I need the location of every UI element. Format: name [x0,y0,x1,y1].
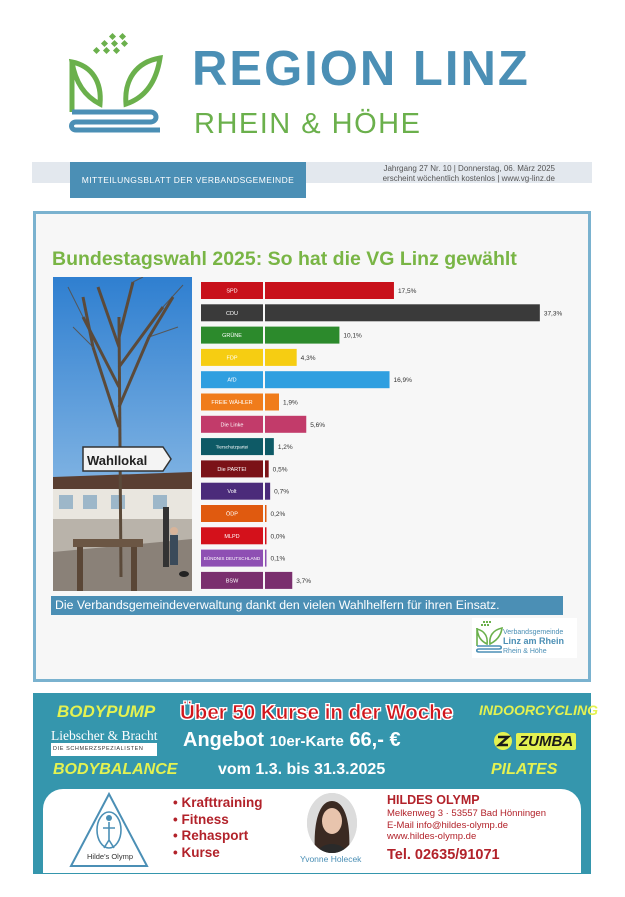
vg-logo-line-3: Rhein & Höhe [503,648,547,655]
party-label: Die PARTEI [217,466,247,473]
party-label: MLPD [224,533,240,540]
party-value-label: 3,7% [296,577,312,585]
chart-title: Bundestagswahl 2025: So hat die VG Linz gewählt [52,248,517,270]
party-bar [265,460,269,477]
party-label: Die Linke [220,422,244,429]
party-label: FREIE WÄHLER [211,400,253,406]
party-value-label: 0,0% [270,533,286,541]
services-list [173,795,262,861]
service-item: • Kurse [173,845,262,862]
party-label: FDP [226,355,238,362]
party-label: Tierschutzpartei [215,444,249,450]
party-bar [265,438,274,455]
party-value-label: 0,2% [270,511,286,518]
party-bar [265,550,267,567]
ad-headline: Über 50 Kurse in der Woche [180,701,454,724]
ad-pilates: PILATES [491,761,558,778]
party-value-label: 0,1% [270,555,286,563]
party-bar [265,349,297,366]
party-value-label: 4,3% [300,354,316,362]
party-label: Volt [227,489,237,496]
party-bar [265,371,390,388]
party-bar [265,282,394,299]
zumba-label: ZUMBA [516,733,576,750]
party-value-label: 16,9% [393,377,412,385]
region-linz-logo [66,32,166,138]
ad-bodypump: BODYPUMP [57,702,156,721]
party-value-label: 17,5% [397,288,417,295]
ad-zumba [493,731,576,751]
party-value-label: 1,9% [283,399,298,407]
vg-logo-line-2: Linz am Rhein [503,636,565,646]
party-value-label: 1,2% [277,444,293,452]
zumba-icon [493,731,513,751]
ad-offer [183,729,401,752]
ad-dates: vom 1.3. bis 31.3.2025 [218,761,386,778]
party-label: BSW [225,578,239,585]
party-label: GRÜNE [222,333,242,340]
party-bar [265,327,339,344]
ad-brand-sub: DIE SCHMERZSPEZIALISTEN [51,743,157,756]
wahllokal-sign-text: Wahllokal [87,453,148,468]
contact-name: HILDES OLYMP [387,793,480,807]
party-value-label: 0,7% [274,488,289,496]
ad-bodybalance: BODYBALANCE [53,761,178,778]
party-value-label: 5,6% [310,421,326,429]
service-item: • Krafttraining [173,795,262,812]
party-label: SPD [226,288,238,295]
ad-liebscher-bracht [51,729,157,756]
masthead-tagline: MITTEILUNGSBLATT DER VERBANDSGEMEINDE [70,162,306,198]
thanks-banner: Die Verbandsgemeindeverwaltung dankt den vielen Wahlhelfern für ihren Einsatz. [51,596,563,615]
trainer-portrait [307,793,357,853]
masthead-title: REGION LINZ [192,42,530,96]
party-label: BÜNDNIS DEUTSCHLAND [203,556,261,562]
contact-phone[interactable]: Tel. 02635/91071 [387,846,500,863]
party-value-label: 0,5% [272,466,288,474]
polling-station-photo [53,277,192,591]
service-item: • Fitness [173,812,262,829]
contact-block [387,793,546,865]
party-label: AfD [227,377,237,384]
party-value-label: 10,1% [343,332,362,340]
vg-linz-logo-text [503,628,564,656]
party-bar [265,304,540,321]
party-bar [265,527,267,544]
issue-info [383,164,555,184]
service-item: • Rehasport [173,828,262,845]
election-bar-chart [198,280,578,592]
club-name: Hilde's Olymp [86,852,134,861]
ad-offer-main: Angebot [183,729,265,751]
contact-email[interactable]: E-Mail info@hildes-olymp.de [387,819,509,831]
vg-logo-line-1: Verbandsgemeinde [503,629,564,636]
ad-brand-name: Liebscher & Bracht [51,728,158,743]
party-label: ÖDP [226,511,238,518]
party-value-label: 37,3% [543,310,563,318]
ad-offer-price: 66,- € [349,729,401,751]
party-bar [265,572,292,589]
party-bar [265,394,279,411]
party-bar [265,416,306,433]
party-bar [265,483,270,500]
party-bar [265,505,267,522]
issue-line-2: erscheint wöchentlich kostenlos | www.vg-linz.de [382,174,555,183]
ad-offer-card: 10er-Karte [269,733,344,750]
contact-website[interactable]: www.hildes-olymp.de [387,831,477,842]
ad-contact-card [43,789,581,873]
hildes-olymp-advertisement [33,693,598,874]
party-label: CDU [226,310,238,317]
trainer-name: Yvonne Holecek [300,854,362,864]
election-results-panel [33,211,591,682]
ad-indoorcycling: INDOORCYCLING [479,702,598,718]
issue-line-1: Jahrgang 27 Nr. 10 | Donnerstag, 06. März 2025 [383,164,555,173]
masthead-subtitle: RHEIN & HÖHE [194,108,422,140]
contact-address: Melkenweg 3 · 53557 Bad Hönningen [387,808,546,819]
